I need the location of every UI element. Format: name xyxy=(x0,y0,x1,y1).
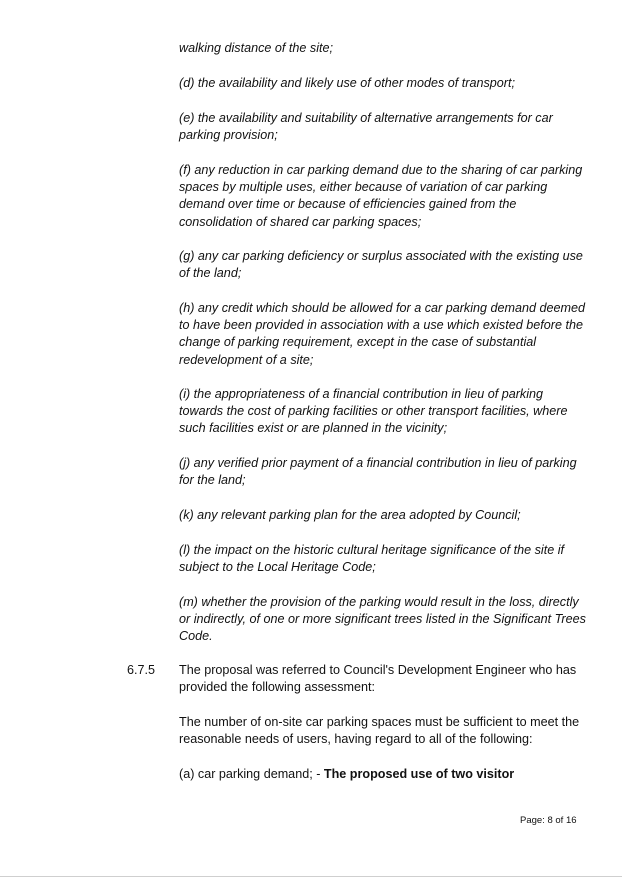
clause-c-continuation: walking distance of the site; xyxy=(179,41,334,55)
clause-i: (i) the appropriateness of a financial contribution in lieu of parking towards the cost of parking facilities or other transport facilities, where such facilities exist or are planned in the vicinity; xyxy=(179,387,568,436)
page-bottom-divider xyxy=(0,876,622,877)
page-number: Page: 8 of 16 xyxy=(520,815,577,826)
clause-h: (h) any credit which should be allowed for a car parking demand deemed to have been provided in association with a use which existed before the change of parking requirement, except in the case of substantial redevelopment of a site; xyxy=(179,301,586,367)
clause-j: (j) any verified prior payment of a financial contribution in lieu of parking for the land; xyxy=(179,456,577,488)
section-number: 6.7.5 xyxy=(127,663,156,677)
item-a-bold-text: The proposed use of two visitor xyxy=(323,767,515,781)
item-a-label: (a) car parking demand; - xyxy=(179,767,324,781)
assessment-item-a xyxy=(179,766,589,783)
clause-g: (g) any car parking deficiency or surplus associated with the existing use of the land; xyxy=(179,249,583,281)
clause-f: (f) any reduction in car parking demand due to the sharing of car parking spaces by multiple uses, either because of variation of car parking demand over time or because of efficiencies gained from the consolidation of shared car parking spaces; xyxy=(179,163,583,229)
clause-m: (m) whether the provision of the parking would result in the loss, directly or indirectly, of one or more significant trees listed in the Significant Trees Code. xyxy=(179,595,586,644)
clause-e: (e) the availability and suitability of alternative arrangements for car parking provision; xyxy=(179,111,553,143)
section-text: The proposal was referred to Council's Development Engineer who has provided the following assessment: xyxy=(179,663,577,695)
clause-k: (k) any relevant parking plan for the area adopted by Council; xyxy=(179,508,521,522)
assessment-intro: The number of on-site car parking spaces must be sufficient to meet the reasonable needs of users, having regard to all of the following: xyxy=(179,715,580,747)
clause-l: (l) the impact on the historic cultural heritage significance of the site if subject to the Local Heritage Code; xyxy=(179,543,564,575)
clause-d: (d) the availability and likely use of other modes of transport; xyxy=(179,76,516,90)
